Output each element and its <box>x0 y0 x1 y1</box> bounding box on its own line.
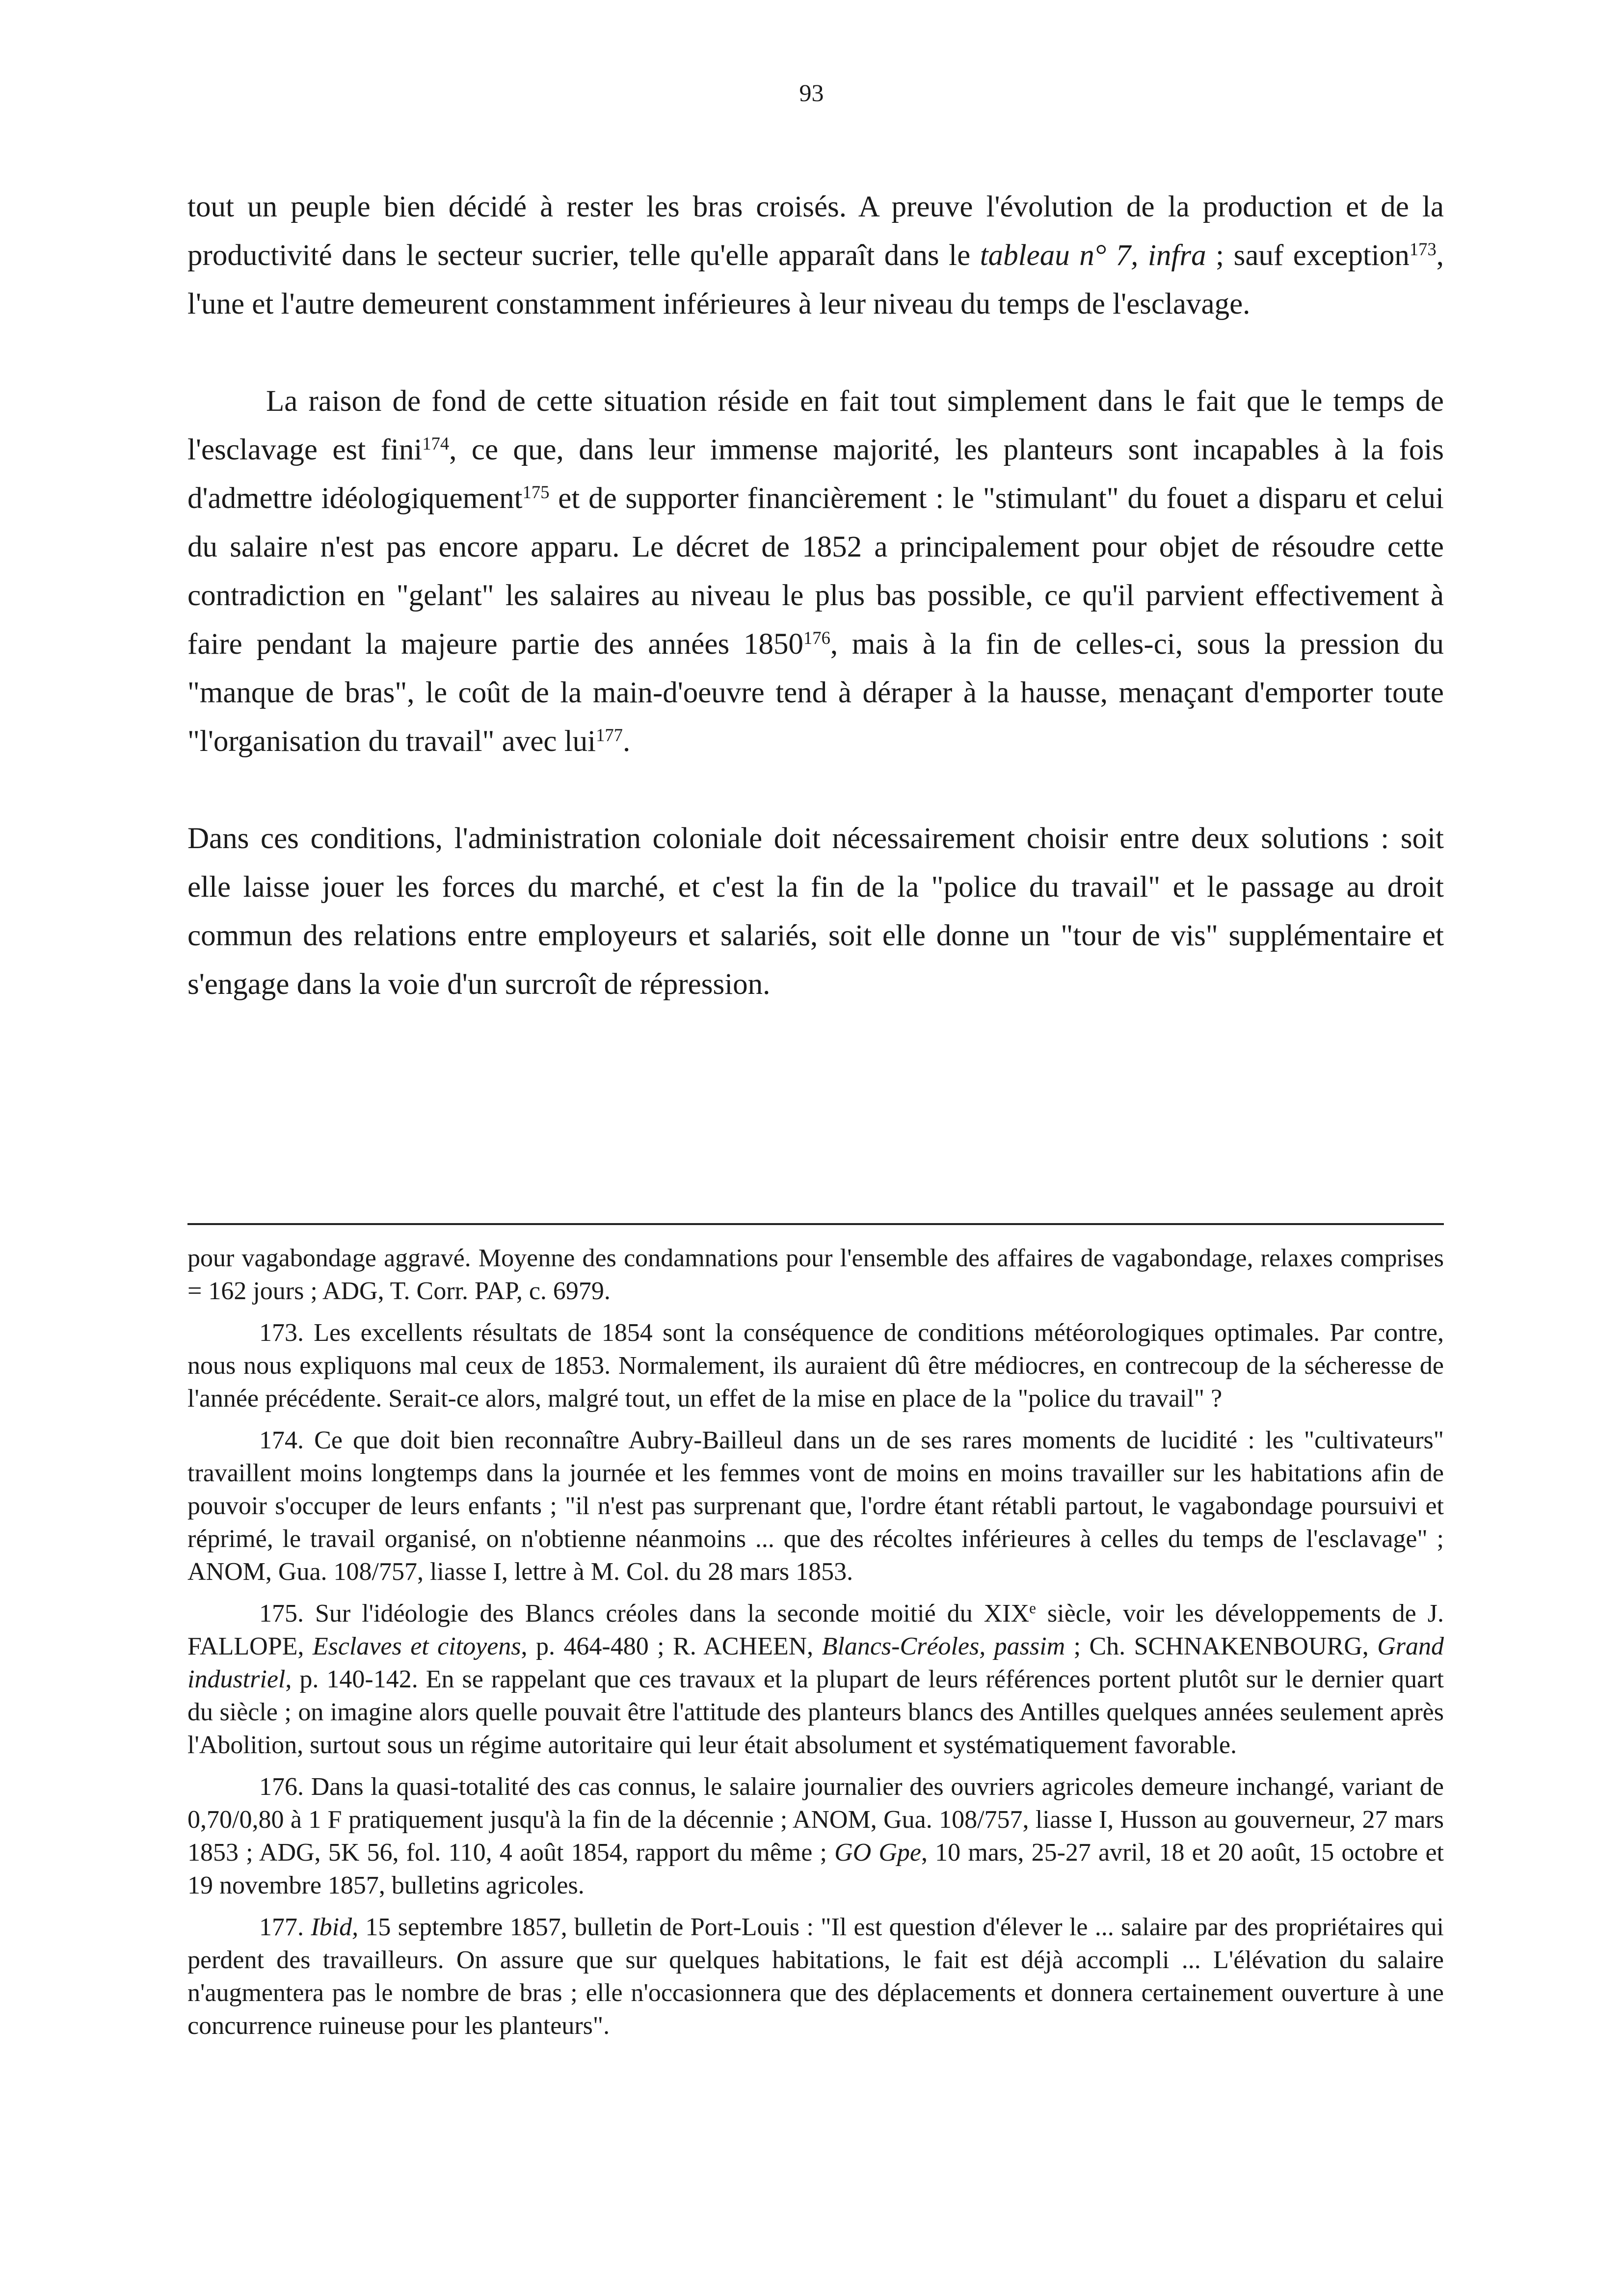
text-run: 176. Dans la quasi-totalité des cas connus, le salaire journalier des ouvriers agricoles demeure inchangé, variant de 0,70/0,80 à 1 F pratiquement jusqu'à la fin de la décennie ; ANOM, Gua. 108/757, liasse I, Husson au gouverneur, 27 mars 1853 ; ADG, 5K 56, fol. 110, 4 août 1854, rapport du même ; <box>187 1773 1444 1867</box>
footnote-separator <box>187 1223 1444 1225</box>
footnote-continuation <box>187 1242 1444 1308</box>
italic-text: GO Gpe <box>834 1839 921 1867</box>
main-text <box>187 183 1444 1009</box>
text-run: , 10 mars, 25-27 avril, 18 et 20 août, 15 octobre et 19 novembre 1857, bulletins agricoles. <box>187 1839 1444 1899</box>
text-run: , mais à la fin de celles-ci, sous la pression du "manque de bras", le coût de la main-d'oeuvre tend à déraper à la hausse, menaçant d'emporter toute "l'organisation du travail" avec lui <box>187 628 1444 758</box>
text-run: ; sauf exception <box>1206 239 1410 272</box>
text-run: 174. Ce que doit bien reconnaître Aubry-Bailleul dans un de ses rares moments de lucidité : les "cultivateurs" travaillent moins longtemps dans la journée et les femmes vont de moins en moins travailler sur les habitations afin de pouvoir s'occuper de leurs enfants ; "il n'est pas surprenant que, l'ordre étant rétabli partout, le vagabondage poursuivi et réprimé, le travail organisé, on n'obtienne néanmoins ... que des récoltes inférieures à celles du temps de l'esclavage" ; ANOM, Gua. 108/757, liasse I, lettre à M. Col. du 28 mars 1853. <box>187 1426 1444 1586</box>
footnote-175 <box>187 1597 1444 1762</box>
footnote-176 <box>187 1770 1444 1902</box>
text-run: , ce que, dans leur immense majorité, les planteurs sont incapables à la fois d'admettre idéologiquement <box>187 433 1444 515</box>
italic-text: Esclaves et citoyens <box>312 1632 521 1660</box>
note-reference: 173 <box>1409 239 1437 259</box>
text-run: tout un peuple bien décidé à rester les bras croisés. A preuve l'évolution de la production et de la productivité dans le secteur sucrier, telle qu'elle apparaît dans le <box>187 190 1444 272</box>
page-number: 93 <box>799 79 824 107</box>
text-run: , l'une et l'autre demeurent constamment inférieures à leur niveau du temps de l'esclavage. <box>187 239 1444 320</box>
text-run: . <box>622 725 631 758</box>
footnote-177 <box>187 1911 1444 2042</box>
note-reference: 176 <box>803 627 830 648</box>
footnote-173 <box>187 1316 1444 1415</box>
paragraph <box>187 183 1444 328</box>
text-run: 15 septembre 1857, bulletin de Port-Louis : "Il est question d'élever le ... salaire par des propriétaires qui perdent des travailleurs. On assure que sur quelques habitations, le fait est déjà accompli ... L'élévation du salaire n'augmentera pas le nombre de bras ; elle n'occasionnera que des déplacements et donnera certainement ouverture à une concurrence ruineuse pour les planteurs". <box>187 1913 1444 2040</box>
text-run: , p. 464-480 ; R. ACHEEN, <box>521 1632 822 1660</box>
note-reference: 177 <box>596 724 623 745</box>
text-run: , p. 140-142. En se rappelant que ces travaux et la plupart de leurs références portent plutôt sur le dernier quart du siècle ; on imagine alors quelle pouvait être l'attitude des planteurs blancs des Antilles quelques années seulement après l'Abolition, surtout sous un régime autoritaire qui leur était absolument et systématiquement favorable. <box>187 1665 1444 1759</box>
note-reference: 175 <box>522 481 550 502</box>
italic-text: tableau n° 7, infra <box>980 239 1206 272</box>
text-run: Dans ces conditions, l'administration coloniale doit nécessairement choisir entre deux solutions : soit elle laisse jouer les forces du marché, et c'est la fin de la "police du travail" et le passage au droit commun des relations entre employeurs et salariés, soit elle donne un "tour de vis" supplémentaire et s'engage dans la voie d'un surcroît de répression. <box>187 822 1444 1001</box>
footnote-174 <box>187 1424 1444 1588</box>
text-run: et de supporter financièrement : le "stimulant" du fouet a disparu et celui du salaire n'est pas encore apparu. Le décret de 1852 a principalement pour objet de résoudre cette contradiction en "gelant" les salaires au niveau le plus bas possible, ce qu'il parvient effectivement à faire pendant la majeure partie des années 1850 <box>187 482 1444 661</box>
text-run: pour vagabondage aggravé. Moyenne des condamnations pour l'ensemble des affaires de vagabondage, relaxes comprises = 162 jours ; ADG, T. Corr. PAP, c. 6979. <box>187 1244 1444 1305</box>
italic-text: Ibid, <box>311 1913 359 1941</box>
paragraph <box>187 814 1444 1009</box>
text-run: 173. Les excellents résultats de 1854 sont la conséquence de conditions météorologiques optimales. Par contre, nous nous expliquons mal ceux de 1853. Normalement, ils auraient dû être médiocres, en contrecoup de la sécheresse de l'année précédente. Serait-ce alors, malgré tout, un effet de la mise en place de la "police du travail" ? <box>187 1319 1444 1413</box>
italic-text: Grand industriel <box>187 1632 1444 1693</box>
text-run: ; Ch. SCHNAKENBOURG, <box>1065 1632 1378 1660</box>
note-reference: e <box>1029 1599 1036 1617</box>
paragraph <box>187 377 1444 766</box>
text-run: 175. Sur l'idéologie des Blancs créoles dans la seconde moitié du XIX <box>259 1600 1030 1628</box>
note-reference: 174 <box>422 433 450 454</box>
text-run: siècle, voir les développements de J. FALLOPE, <box>187 1600 1444 1660</box>
text-run: La raison de fond de cette situation réside en fait tout simplement dans le fait que le temps de l'esclavage est fini <box>187 385 1444 466</box>
italic-text: Blancs-Créoles, passim <box>822 1632 1065 1660</box>
footnotes <box>187 1242 1444 2051</box>
text-run: 177. <box>259 1913 311 1941</box>
